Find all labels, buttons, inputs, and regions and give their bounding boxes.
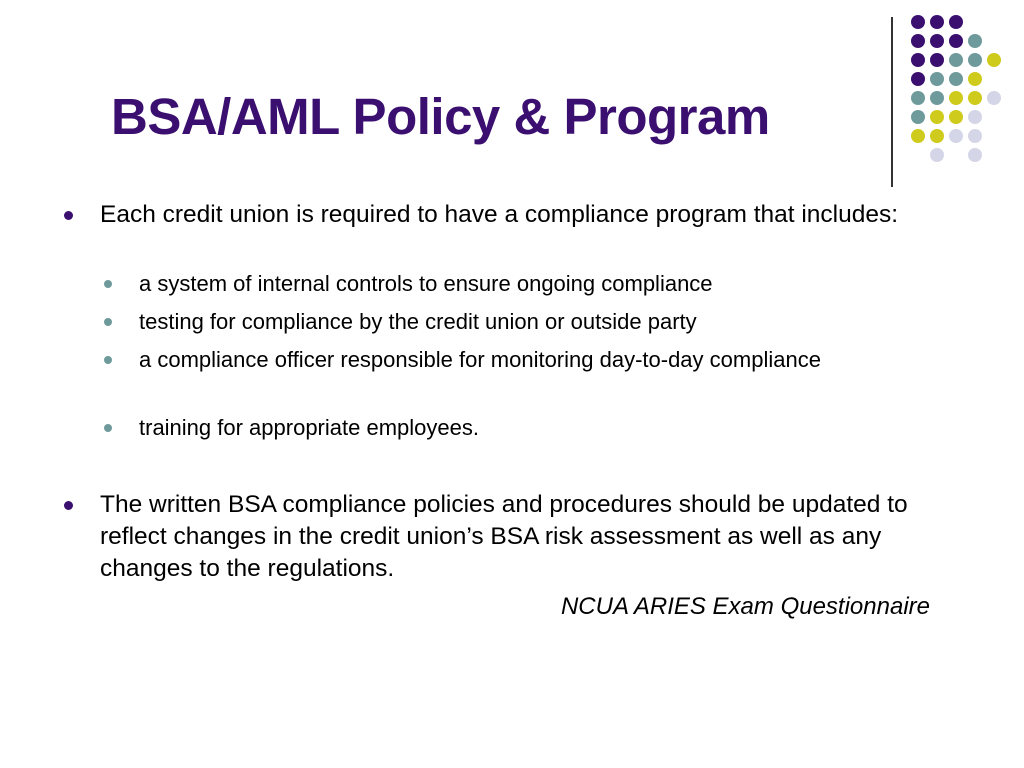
decorative-dot-yellow <box>968 72 982 86</box>
sub-bullet-text: a system of internal controls to ensure ongoing compliance <box>139 271 713 296</box>
decorative-dot-purple <box>911 15 925 29</box>
decorative-dot-yellow <box>911 129 925 143</box>
decorative-dot-lavender <box>968 129 982 143</box>
decorative-dot-purple <box>949 34 963 48</box>
bullet-text: Each credit union is required to have a compliance program that includes: <box>100 201 899 228</box>
decorative-dot-lavender <box>987 91 1001 105</box>
decorative-dot-teal <box>930 91 944 105</box>
sub-bullet-text: training for appropriate employees. <box>139 415 479 440</box>
sub-bullet-dot-icon <box>104 424 112 432</box>
decorative-dot-purple <box>911 72 925 86</box>
citation-source: NCUA ARIES Exam Questionnaire <box>560 593 930 620</box>
decorative-dot-teal <box>930 72 944 86</box>
decorative-dot-teal <box>968 34 982 48</box>
sub-bullet-dot-icon <box>104 280 112 288</box>
sub-bullet-dot-icon <box>104 318 112 326</box>
vertical-divider-line <box>891 17 893 187</box>
decorative-dot-lavender <box>949 129 963 143</box>
decorative-dot-lavender <box>930 148 944 162</box>
decorative-dot-teal <box>911 110 925 124</box>
decorative-dot-purple <box>911 34 925 48</box>
decorative-dot-purple <box>930 34 944 48</box>
decorative-dot-purple <box>930 15 944 29</box>
slide-title: BSA/AML Policy & Program <box>111 88 770 145</box>
bullet-text: The written BSA compliance policies and procedures should be updated to reflect changes in the credit union’s BSA risk assessment as well as any changes to the regulations. <box>100 491 908 582</box>
decorative-dot-purple <box>930 53 944 67</box>
decorative-dot-yellow <box>987 53 1001 67</box>
sub-bullet-text: a compliance officer responsible for monitoring day-to-day compliance <box>139 347 821 372</box>
decorative-dot-yellow <box>968 91 982 105</box>
decorative-dot-teal <box>968 53 982 67</box>
bullet-dot-icon <box>64 501 73 510</box>
sub-bullet-text: testing for compliance by the credit union or outside party <box>139 309 697 334</box>
decorative-dot-teal <box>949 72 963 86</box>
decorative-dot-yellow <box>930 110 944 124</box>
decorative-dot-yellow <box>949 110 963 124</box>
decorative-dot-lavender <box>968 110 982 124</box>
decorative-dot-purple <box>911 53 925 67</box>
decorative-dot-purple <box>949 15 963 29</box>
bullet-dot-icon <box>64 211 73 220</box>
decorative-dot-yellow <box>949 91 963 105</box>
decorative-dot-yellow <box>930 129 944 143</box>
decorative-dot-lavender <box>968 148 982 162</box>
sub-bullet-dot-icon <box>104 356 112 364</box>
decorative-dot-teal <box>949 53 963 67</box>
decorative-dot-teal <box>911 91 925 105</box>
